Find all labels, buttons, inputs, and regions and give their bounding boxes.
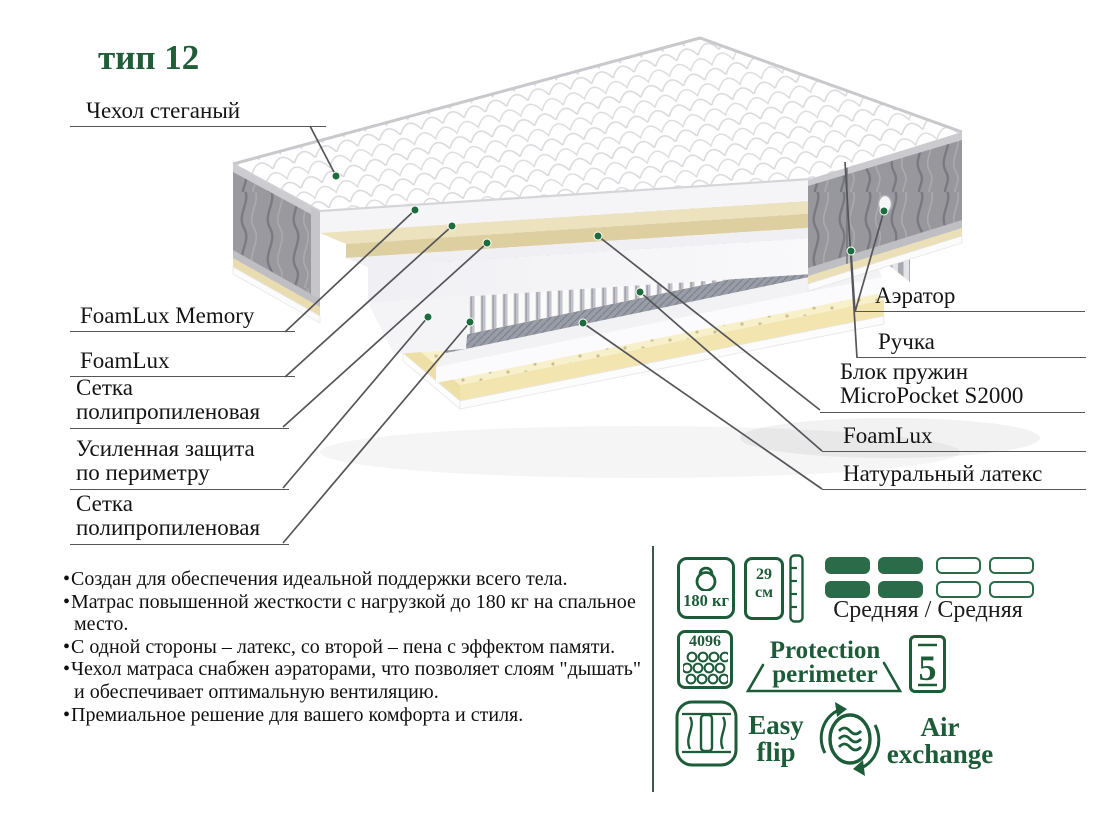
label-foamlux-right: FoamLux [822, 424, 1086, 452]
label-perimeter-protection: Усиленная защита по периметру [70, 437, 289, 490]
air-exchange-icon [813, 697, 887, 779]
protection-line1: Protection [769, 637, 881, 664]
features-list [63, 568, 655, 726]
firmness-caption: Средняя / Средняя [833, 597, 1023, 623]
warranty-years: 5 [918, 648, 937, 688]
feature-item: • Премиальное решение для вашего комфорта и стиля. [63, 704, 655, 727]
firmness-bar [989, 581, 1034, 598]
label-handle: Ручка [857, 330, 1086, 358]
height-value: 29 [756, 566, 772, 583]
label-aerator: Аэратор [855, 284, 1085, 312]
firmness-bar [825, 557, 870, 574]
protection-line2: perimeter [772, 661, 878, 688]
label-foamlux-left: FoamLux [70, 349, 295, 377]
section-divider [652, 546, 654, 792]
warranty-5-icon [912, 638, 943, 690]
feature-item: • Создан для обеспечения идеальной поддержки всего тела. [63, 568, 655, 591]
feature-item: • Чехол матраса снабжен аэраторами, что позволяет слоям "дышать" и обеспечивает оптимальную вентиляцию. [63, 658, 655, 703]
max-load-value: 180 кг [683, 591, 729, 610]
feature-item: • Матрас повышенной жесткости с нагрузкой до 180 кг на спальное место. [63, 591, 655, 636]
firmness-bar [936, 581, 981, 598]
label-quilted-cover: Чехол стеганый [70, 99, 326, 127]
springs-count-icon [683, 651, 728, 686]
feature-item: • С одной стороны – латекс, со второй – пена с эффектом памяти. [63, 636, 655, 659]
ruler-icon [789, 554, 804, 623]
easy-flip-label: Easy flip [748, 710, 804, 767]
label-mesh-top: Сетка полипропиленовая [70, 376, 289, 429]
height-unit: см [755, 584, 773, 601]
label-foamlux-memory: FoamLux Memory [70, 304, 295, 332]
firmness-bar [825, 581, 870, 598]
firmness-bar [989, 557, 1034, 574]
firmness-bar [936, 557, 981, 574]
springs-count-value: 4096 [689, 633, 721, 650]
warranty-badge [909, 635, 946, 693]
easy-flip-icon [675, 700, 738, 767]
label-spring-block: Блок пружин MicroPocket S2000 [820, 360, 1085, 413]
label-natural-latex: Натуральный латекс [822, 462, 1086, 490]
protection-perimeter-icon [743, 637, 907, 695]
firmness-bar [878, 557, 923, 574]
page-title: тип 12 [98, 38, 200, 77]
label-mesh-bottom: Сетка полипропиленовая [70, 492, 289, 545]
kettlebell-icon [688, 563, 724, 591]
air-exchange-label: Air exchange [886, 712, 994, 769]
firmness-bar [878, 581, 923, 598]
